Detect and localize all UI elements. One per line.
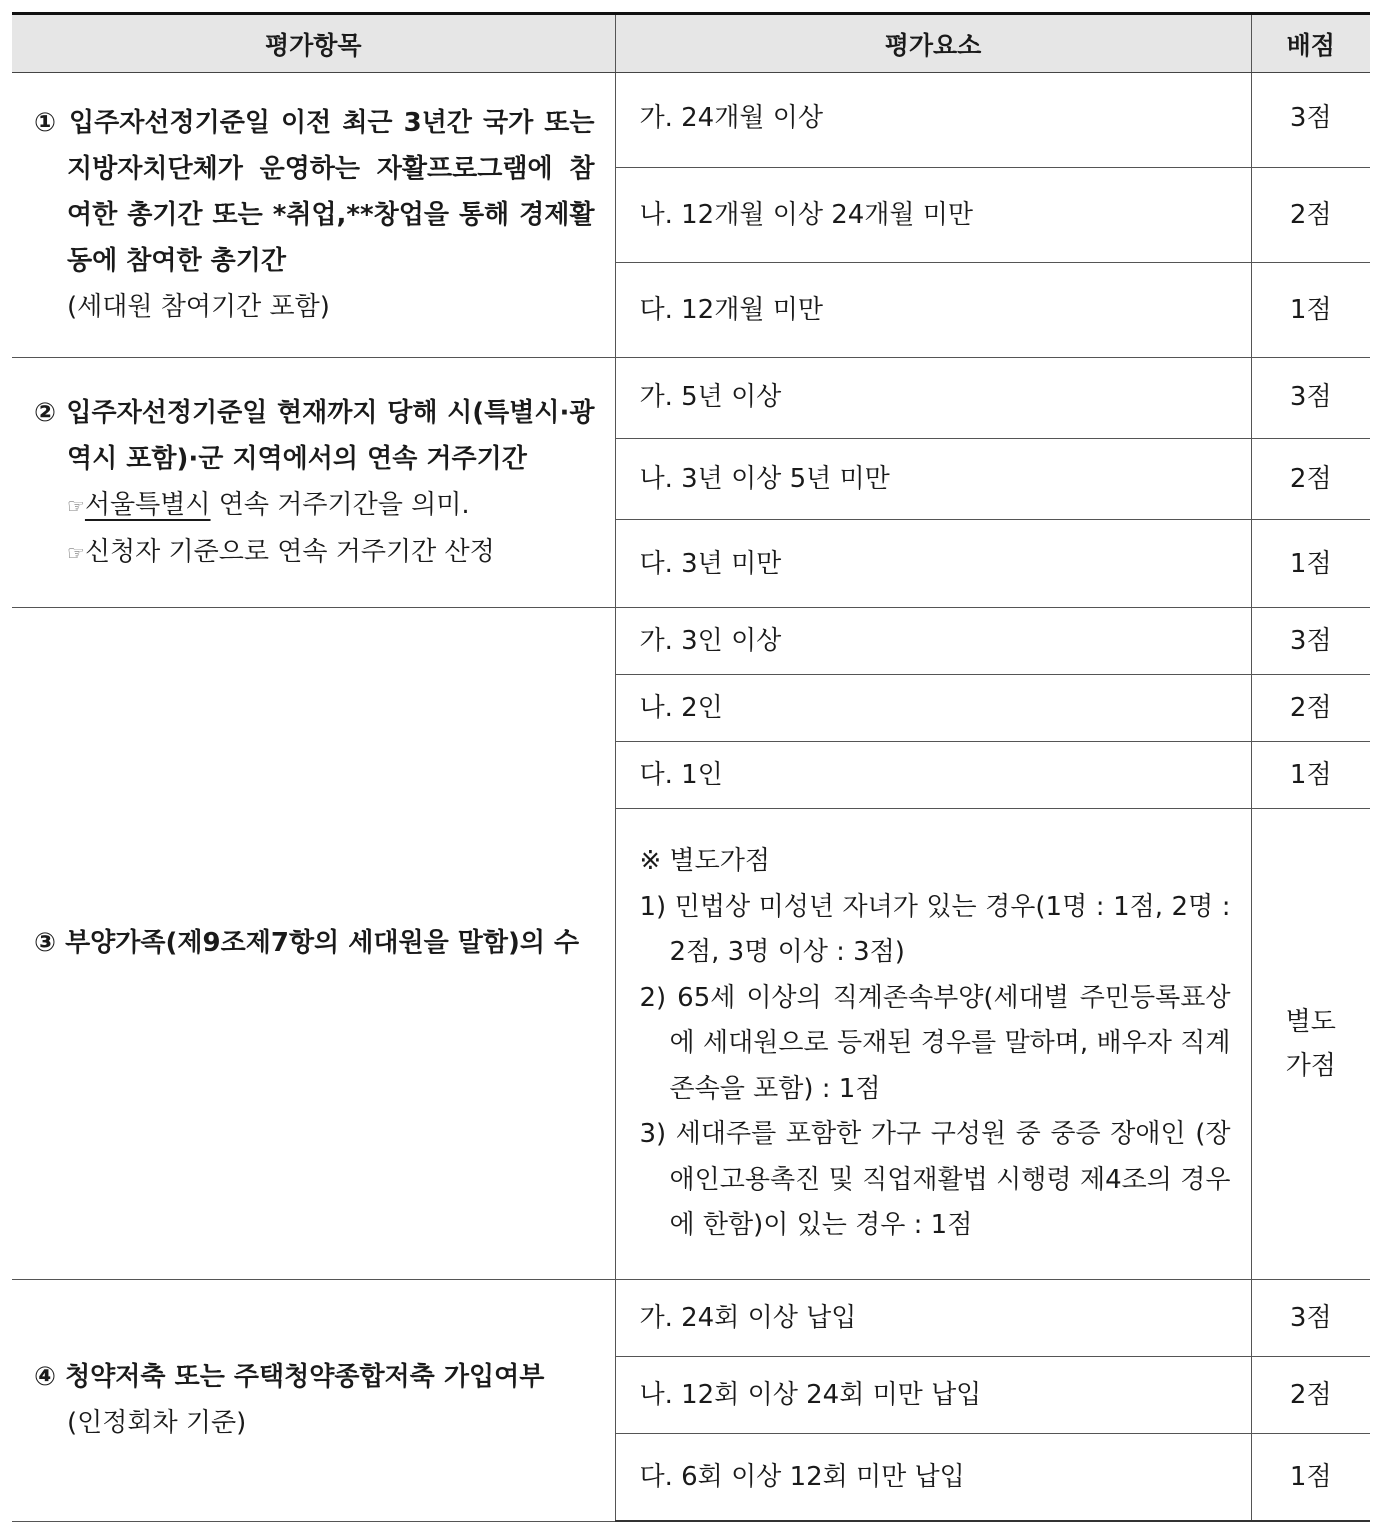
element-cell: 가. 24회 이상 납입: [615, 1279, 1251, 1356]
element-cell: 다. 6회 이상 12회 미만 납입: [615, 1433, 1251, 1521]
extra-point-item: 2) 65세 이상의 직계존속부양(세대별 주민등록표상에 세대원으로 등재된 경우를 말하며, 배우자 직계존속을 포함) : 1점: [639, 982, 1231, 1104]
score-cell: 2점: [1251, 168, 1370, 263]
element-cell: 나. 3년 이상 5년 미만: [615, 439, 1251, 520]
element-cell: 나. 12개월 이상 24개월 미만: [615, 168, 1251, 263]
item-sub-1: (세대원 참여기간 포함): [67, 292, 330, 322]
pointing-hand-icon: ☞: [67, 493, 85, 518]
table-row: [12, 608, 1370, 675]
score-cell: 2점: [1251, 675, 1370, 742]
element-cell: 다. 3년 미만: [615, 520, 1251, 608]
element-cell: 다. 1인: [615, 742, 1251, 809]
score-cell: 1점: [1251, 263, 1370, 358]
table-row: [12, 358, 1370, 439]
item-cell-3: [12, 608, 615, 1280]
pointing-hand-icon: ☞: [67, 540, 85, 565]
item-note-1: [34, 482, 595, 529]
table-row: [12, 73, 1370, 168]
extra-score-line1: 별도: [1285, 1006, 1336, 1037]
score-cell: 3점: [1251, 608, 1370, 675]
header-row: [12, 14, 1370, 73]
score-cell: 3점: [1251, 358, 1370, 439]
element-cell: 가. 24개월 이상: [615, 73, 1251, 168]
extra-points-cell: [615, 809, 1251, 1280]
item-cell-1: [12, 73, 615, 358]
item-cell-4: [12, 1279, 615, 1521]
item-title-1: ① 입주자선정기준일 이전 최근 3년간 국가 또는 지방자치단체가 운영하는 자활프로그램에 참여한 총기간 또는 *취업,**창업을 통해 경제활동에 참여한 총기간: [34, 108, 595, 276]
header-element: 평가요소: [615, 14, 1251, 73]
score-cell: 1점: [1251, 520, 1370, 608]
item-note-text: 신청자 기준으로 연속 거주기간 산정: [84, 536, 495, 567]
extra-score-cell: [1251, 809, 1370, 1280]
element-cell: 다. 12개월 미만: [615, 263, 1251, 358]
element-cell: 가. 5년 이상: [615, 358, 1251, 439]
item-note-text: 연속 거주기간을 의미.: [210, 489, 470, 520]
element-cell: 가. 3인 이상: [615, 608, 1251, 675]
header-item: 평가항목: [12, 14, 615, 73]
item-note-underlined: 서울특별시: [84, 489, 211, 520]
score-cell: 3점: [1251, 1279, 1370, 1356]
scoring-table: [12, 12, 1370, 1522]
extra-score-line2: 가점: [1285, 1050, 1336, 1081]
item-title-3: ③ 부양가족(제9조제7항의 세대원을 말함)의 수: [34, 928, 580, 959]
score-cell: 2점: [1251, 439, 1370, 520]
table-row: [12, 1279, 1370, 1356]
score-cell: 3점: [1251, 73, 1370, 168]
score-cell: 1점: [1251, 1433, 1370, 1521]
extra-point-item: 1) 민법상 미성년 자녀가 있는 경우(1명 : 1점, 2명 : 2점, 3명 이상 : 3점): [639, 891, 1231, 967]
item-sub-4: (인정회차 기준): [67, 1408, 247, 1438]
extra-point-item: 3) 세대주를 포함한 가구 구성원 중 중증 장애인 (장애인고용촉진 및 직업재활법 시행령 제4조의 경우에 한함)이 있는 경우 : 1점: [639, 1119, 1231, 1240]
score-cell: 2점: [1251, 1356, 1370, 1433]
score-cell: 1점: [1251, 742, 1370, 809]
item-title-4: ④ 청약저축 또는 주택청약종합저축 가입여부: [34, 1362, 545, 1392]
item-title-2: ② 입주자선정기준일 현재까지 당해 시(특별시·광역시 포함)·군 지역에서의 연속 거주기간: [34, 397, 595, 474]
item-cell-2: [12, 358, 615, 608]
element-cell: 나. 12회 이상 24회 미만 납입: [615, 1356, 1251, 1433]
extra-points-heading: ※ 별도가점: [639, 846, 771, 876]
header-score: 배점: [1251, 14, 1370, 73]
element-cell: 나. 2인: [615, 675, 1251, 742]
item-note-2: [34, 529, 595, 576]
